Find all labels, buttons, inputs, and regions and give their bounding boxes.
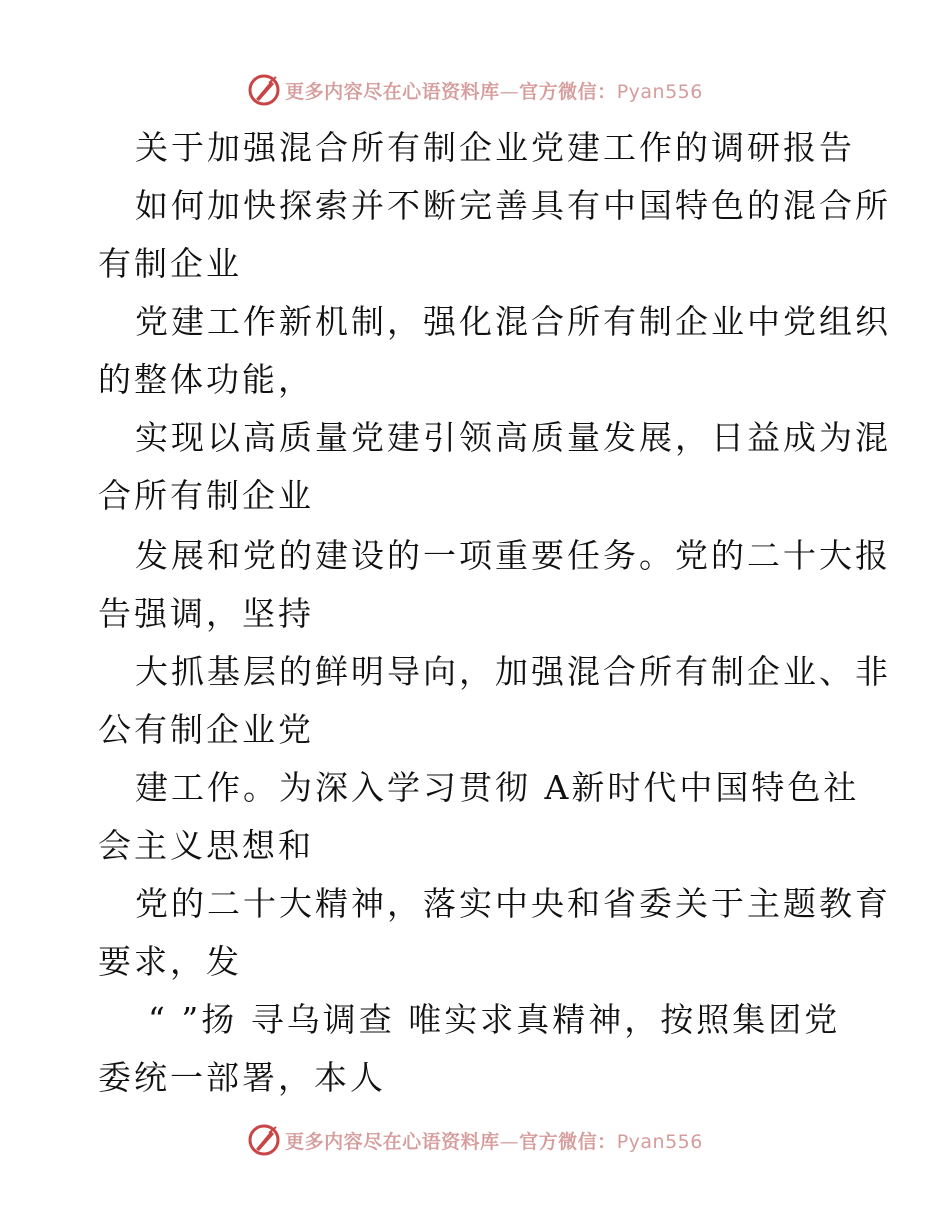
- paragraph-line: 的整体功能，: [98, 360, 314, 399]
- paragraph-line: 合所有制企业: [98, 476, 314, 515]
- paragraph-line: “ ”扬 寻乌调查 唯实求真精神，按照集团党: [148, 1000, 841, 1039]
- paragraph-line: 有制企业: [98, 244, 242, 283]
- paragraph-line: 委统一部署，本人: [98, 1058, 386, 1097]
- watermark-text: 更多内容尽在心语资料库—官方微信：Pyan556: [285, 1130, 703, 1153]
- paragraph-line: 告强调，坚持: [98, 594, 314, 633]
- paragraph-line: 党的二十大精神，落实中央和省委关于主题教育: [135, 884, 891, 923]
- watermark-text: 更多内容尽在心语资料库—官方微信：Pyan556: [285, 80, 703, 103]
- paragraph-line: 建工作。为深入学习贯彻 A新时代中国特色社: [135, 768, 860, 807]
- document-title: 关于加强混合所有制企业党建工作的调研报告: [135, 128, 855, 167]
- paragraph-line: 实现以高质量党建引领高质量发展，日益成为混: [135, 418, 891, 457]
- paragraph-line: 发展和党的建设的一项重要任务。党的二十大报: [135, 536, 891, 575]
- quill-logo-icon: [247, 1123, 281, 1157]
- footer-watermark: [0, 1122, 950, 1158]
- paragraph-line: 公有制企业党: [98, 710, 314, 749]
- paragraph-line: 大抓基层的鲜明导向，加强混合所有制企业、非: [135, 652, 891, 691]
- paragraph-line: 党建工作新机制，强化混合所有制企业中党组织: [135, 302, 891, 341]
- paragraph-line: 如何加快探索并不断完善具有中国特色的混合所: [135, 186, 891, 225]
- paragraph-line: 要求，发: [98, 942, 242, 981]
- paragraph-line: 会主义思想和: [98, 826, 314, 865]
